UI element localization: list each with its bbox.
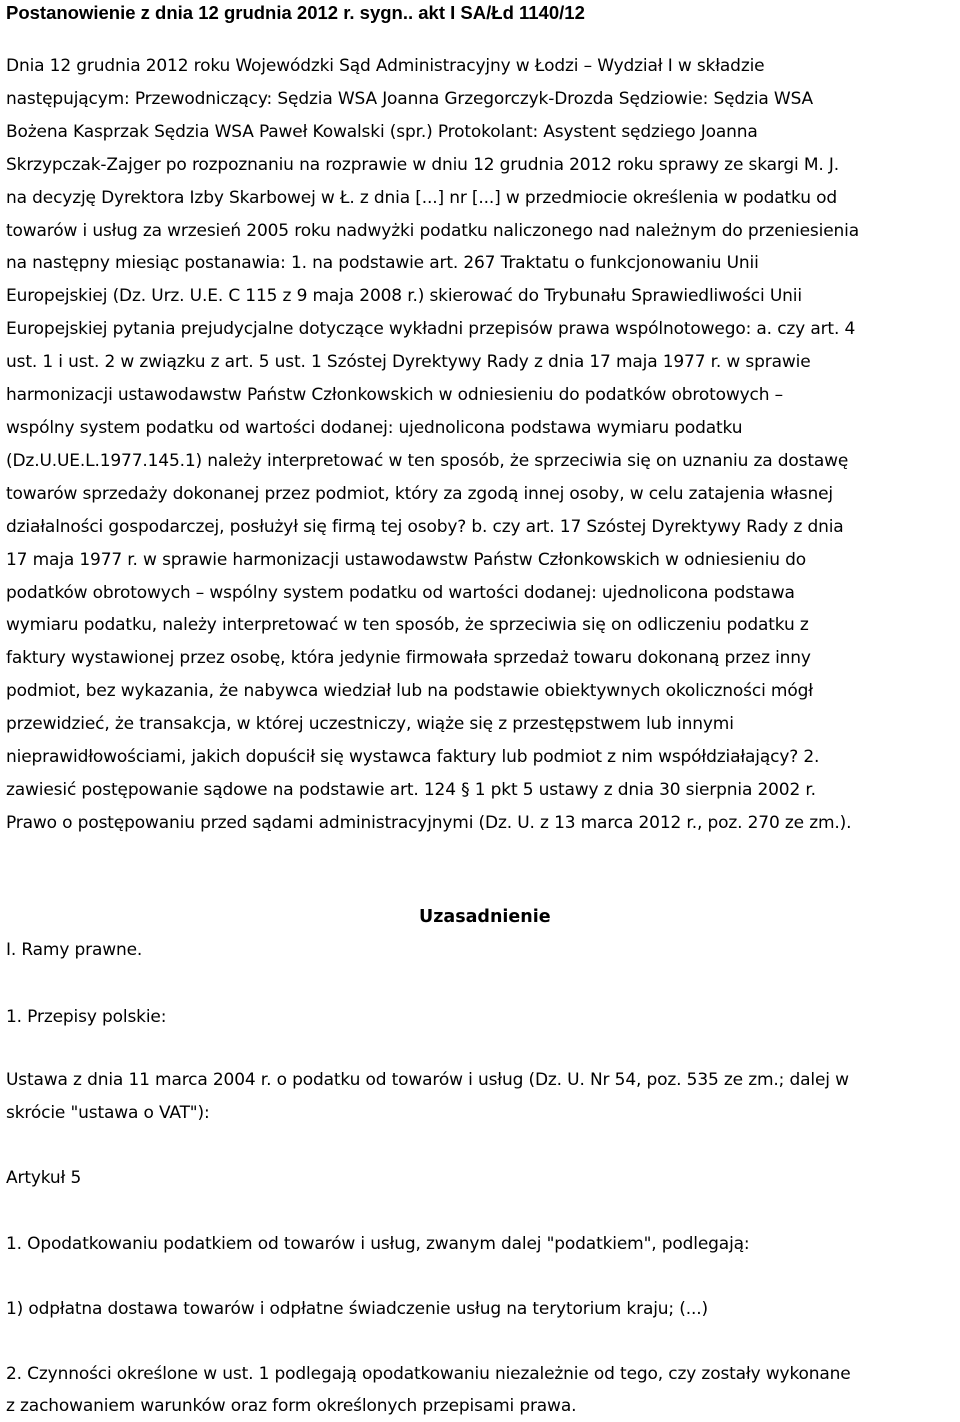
ruling-line: na następny miesiąc postanawia: 1. na podstawie art. 267 Traktatu o funkcjonowaniu Unii — [6, 253, 759, 274]
article-paragraph: 2. Czynności określone w ust. 1 podlegają opodatkowaniu niezależnie od tego, czy zostały wykonane — [6, 1364, 851, 1384]
document-page — [6, 0, 956, 840]
article-heading: Artykuł 5 — [6, 1168, 82, 1188]
ruling-line: towarów sprzedaży dokonanej przez podmiot, który za zgodą innej osoby, w celu zatajenia własnej — [6, 483, 834, 504]
ruling-line: faktury wystawionej przez osobę, która jedynie firmowała sprzedaż towaru dokonaną przez inny — [6, 648, 811, 669]
ruling-line: 17 maja 1977 r. w sprawie harmonizacji ustawodawstw Państw Członkowskich w odniesieniu do — [6, 549, 806, 570]
ruling-line: wspólny system podatku od wartości dodanej: ujednolicona podstawa wymiaru podatku — [6, 417, 743, 438]
article-paragraph: 1. Opodatkowaniu podatkiem od towarów i usług, zwanym dalej "podatkiem", podlegają: — [6, 1234, 750, 1254]
polish-provisions-heading: 1. Przepisy polskie: — [6, 1007, 167, 1027]
ruling-line: działalności gospodarczej, posłużył się firmą tej osoby? b. czy art. 17 Szóstej Dyrektywy Rady z dnia — [6, 516, 844, 537]
article-paragraph: z zachowaniem warunków oraz form określonych przepisami prawa. — [6, 1396, 577, 1416]
ruling-line: podatków obrotowych – wspólny system podatku od wartości dodanej: ujednolicona podstawa — [6, 582, 795, 603]
ruling-line: następującym: Przewodniczący: Sędzia WSA Joanna Grzegorczyk-Drozda Sędziowie: Sędzia WSA — [6, 88, 814, 109]
document-title: Postanowienie z dnia 12 grudnia 2012 r. sygn.. akt I SA/Łd 1140/12 — [6, 2, 585, 23]
ruling-paragraph — [6, 50, 956, 840]
ruling-line: Prawo o postępowaniu przed sądami administracyjnymi (Dz. U. z 13 marca 2012 r., poz. 270 ze zm.). — [6, 812, 852, 833]
ruling-line: Bożena Kasprzak Sędzia WSA Paweł Kowalski (spr.) Protokolant: Asystent sędziego Joanna — [6, 121, 758, 142]
ruling-line: (Dz.U.UE.L.1977.145.1) należy interpretować w ten sposób, że sprzeciwia się on uznaniu za dostawę — [6, 450, 849, 471]
ruling-line: harmonizacji ustawodawstw Państw Członkowskich w odniesieniu do podatków obrotowych – — [6, 385, 783, 406]
ruling-line: zawiesić postępowanie sądowe na podstawie art. 124 § 1 pkt 5 ustawy z dnia 30 sierpnia 2002 r. — [6, 779, 816, 800]
ruling-line: nieprawidłowościami, jakich dopuścił się wystawca faktury lub podmiot z nim współdziałający? 2. — [6, 747, 820, 768]
ruling-line: Europejskiej pytania prejudycjalne dotyczące wykładni przepisów prawa wspólnotowego: a. czy art. 4 — [6, 319, 856, 340]
justification-heading: Uzasadnienie — [419, 907, 551, 927]
ruling-line: Dnia 12 grudnia 2012 roku Wojewódzki Sąd Administracyjny w Łodzi – Wydział I w składzie — [6, 56, 765, 76]
ruling-line: Skrzypczak-Zajger po rozpoznaniu na rozprawie w dniu 12 grudnia 2012 roku sprawy ze skargi M. J. — [6, 154, 840, 175]
legal-framework-heading: I. Ramy prawne. — [6, 940, 143, 960]
ruling-line: towarów i usług za wrzesień 2005 roku nadwyżki podatku naliczonego nad należnym do przeniesienia — [6, 220, 859, 241]
ruling-line: podmiot, bez wykazania, że nabywca wiedział lub na podstawie obiektywnych okoliczności mógł — [6, 681, 813, 702]
ruling-line: Europejskiej (Dz. Urz. U.E. C 115 z 9 maja 2008 r.) skierować do Trybunału Sprawiedliwości Unii — [6, 286, 802, 307]
ruling-line: na decyzję Dyrektora Izby Skarbowej w Ł. z dnia [...] nr [...] w przedmiocie określenia w podatku od — [6, 187, 837, 208]
act-citation-line: skrócie "ustawa o VAT"): — [6, 1103, 210, 1123]
ruling-line: ust. 1 i ust. 2 w związku z art. 5 ust. 1 Szóstej Dyrektywy Rady z dnia 17 maja 1977 r. w sprawie — [6, 352, 811, 373]
ruling-line: przewidzieć, że transakcja, w której uczestniczy, wiąże się z przestępstwem lub innymi — [6, 714, 734, 735]
act-citation-line: Ustawa z dnia 11 marca 2004 r. o podatku od towarów i usług (Dz. U. Nr 54, poz. 535 ze zm.; dalej w — [6, 1070, 849, 1090]
ruling-line: wymiaru podatku, należy interpretować w ten sposób, że sprzeciwia się on odliczeniu podatku z — [6, 615, 809, 636]
article-item: 1) odpłatna dostawa towarów i odpłatne świadczenie usług na terytorium kraju; (...) — [6, 1299, 708, 1319]
